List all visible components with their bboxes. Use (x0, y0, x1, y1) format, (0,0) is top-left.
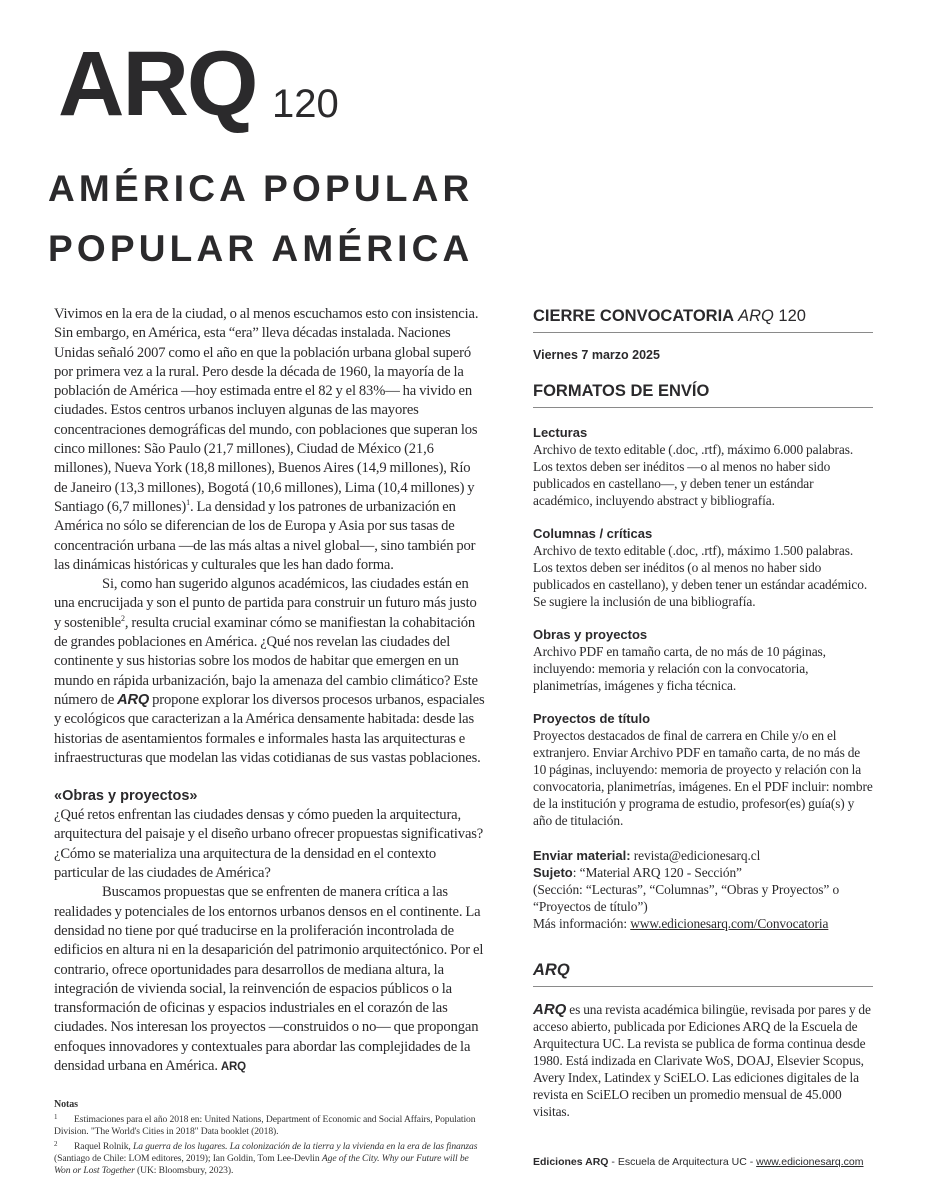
buscamos-paragraph: Buscamos propuestas que se enfrenten de manera crítica a las realidades y potenciales de los entornos urbanos densos en el continente. La densidad no tiene por qué traducirse en la proliferación incontrolada de edificios en altura ni en la desaparición del patrimonio arquitectónico. Por el contrario, ofrece oportunidades para desarrollos de mediana altura, la integración de vivienda social, la reinvención de espacios públicos o la transformación de oficinas y espacios industriales en el corazón de las ciudades. Nos interesan los proyectos —construidos o no— que propongan enfoques innovadores y contextuales para abordar las complejidades de la densidad urbana en América. ARQ (54, 884, 484, 1074)
format-lecturas (533, 425, 873, 509)
footnote-number: 1 (54, 1113, 58, 1122)
arq-logo: ARQ (58, 33, 257, 135)
about-text: ARQ es una revista académica bilingüe, revisada por pares y de acceso abierto, publicada por Ediciones ARQ de la Escuela de Arquitectura UC. La revista se publica de forma continua desde 1980. Está indizada en Clarivate WoS, DOAJ, Elsevier Scopus, Avery Index, Latindex y SciELO. Las ediciones digitales de la revista en SciELO reciben un promedio mensual de 45.000 visitas. (533, 1001, 871, 1119)
notes-title: Notas (54, 1099, 78, 1111)
obras-paragraph: ¿Qué retos enfrentan las ciudades densas y cómo pueden la arquitectura, arquitectura del paisaje y el diseño urbano ofrecer propuestas significativas? ¿Cómo se materializa una arquitectura de la densidad en el contexto particular de las ciudades de América? (54, 807, 484, 882)
footnotes (54, 1099, 486, 1177)
main-text-column (54, 305, 486, 1077)
intro-paragraph: Vivimos en la era de la ciudad, o al menos escuchamos esto con insistencia. Sin embargo, en América, esta “era” lleva décadas instalada. Naciones Unidas señaló 2007 como el año en que la población urbana global superó por primera vez a la rural. Pero desde la década de 1960, la mayoría de la población de América —hoy estimada entre el 82 y el 83%— ha vivido en ciudades. Estos centros urbanos incluyen algunas de las mayores concentraciones demográficas del mundo, con poblaciones que superan los cinco millones: São Paulo (21,7 millones), Ciudad de México (21,6 millones), Nueva York (18,8 millones), Buenos Aires (14,9 millones), Río de Janeiro (13,3 millones), Bogotá (10,6 millones), Lima (10,4 millones) y Santiago (6,7 millones)$^1$. La densidad y los patrones de urbanización en América no sólo se diferencian de los de Europa y Asia por sus tasas de concentración urbana —de las más altas a nivel global—, sino también por las dinámicas históricas y culturales que les han dado forma. (54, 306, 479, 573)
section-heading-obras: «Obras y proyectos» (54, 788, 198, 805)
formats-heading: FORMATOS DE ENVÍO (533, 381, 873, 408)
format-description: Proyectos destacados de final de carrera en Chile y/o en el extranjero. Enviar Archivo PDF en tamaño carta, de no más de 10 páginas, incluyendo: memoria de proyecto y relación con la convocatoria, planimetrías, imágenes. En el PDF incluir: nombre de la institución y programa de estudio, profesor(es) guía(s) y año de titulación. (533, 728, 873, 828)
deadline-date: Viernes 7 marzo 2025 (533, 348, 660, 362)
submission-sidebar (533, 306, 873, 1120)
issue-number: 120 (272, 82, 339, 126)
left-column (54, 305, 486, 1177)
format-proyectos-titulo (533, 711, 873, 829)
email-address[interactable]: revista@edicionesarq.cl (630, 848, 761, 863)
right-column (533, 306, 873, 1169)
school-name: Escuela de Arquitectura UC (617, 1156, 747, 1168)
about-heading: ARQ (533, 960, 873, 987)
arq-inline-mark: ARQ (533, 1001, 567, 1018)
format-description: Archivo de texto editable (.doc, .rtf), máximo 1.500 palabras. Los textos deben ser inéditos (o al menos no haber sido publicados en castellano), y deben tener un estándar académico. Se sugiere la inclusión de una bibliografía. (533, 543, 868, 609)
page-footer: Ediciones ARQ - Escuela de Arquitectura UC - www.edicionesarq.com (533, 1156, 864, 1168)
format-title: Columnas / críticas (533, 526, 653, 541)
end-mark: ARQ (220, 1060, 246, 1073)
footnote-ref-2[interactable]: 2 (121, 613, 125, 623)
format-columnas (533, 526, 873, 610)
format-description: Archivo PDF en tamaño carta, de no más de 10 páginas, incluyendo: memoria y relación con la convocatoria, planimetrías, imágenes y ficha técnica. (533, 644, 826, 693)
issue-title-line-2: POPULAR AMÉRICA (48, 228, 474, 269)
arq-inline-mark: ARQ (117, 691, 150, 708)
masthead (0, 0, 927, 300)
publisher-name: Ediciones ARQ (533, 1156, 609, 1168)
footnote-number: 2 (54, 1140, 58, 1149)
footnote-2: 2 Raquel Rolnik, La guerra de los lugares. La colonización de la tierra y la vivienda en la era de las finanzas (Santiago de Chile: LOM editores, 2019); Ian Goldin, Tom Lee-Devlin Age of the City. Why our Future will be Won or Lost Together (UK: Bloomsbury, 2023). (54, 1140, 478, 1177)
format-title: Lecturas (533, 425, 588, 440)
section-note: (Sección: “Lecturas”, “Columnas”, “Obras y Proyectos” o “Proyectos de título”) (533, 882, 840, 914)
body-columns (0, 305, 927, 1177)
second-paragraph: Si, como han sugerido algunos académicos, las ciudades están en una encrucijada y son el punto de partida para construir un futuro más justo y sostenible$^2$, resulta crucial examinar cómo se manifiestan la cohabitación de grandes poblaciones en América. ¿Qué nos revelan las ciudades del continente y sus historias sobre los modos de habitar que emergen en un mundo en rápida urbanización, bajo la amenaza del cambio climático? Este número de ARQ propone explorar los diversos procesos urbanos, espaciales y ecológicos que caracterizan a la América densamente habitada: desde las historias de asentamientos formales e informales hasta las arquitecturas e infraestructuras que modelan las vidas cotidianas de sus vastas poblaciones. (54, 576, 485, 766)
deadline-heading: CIERRE CONVOCATORIA ARQ 120 (533, 306, 873, 333)
more-info: Más información: www.edicionesarq.com/Convocatoria (533, 916, 829, 931)
contact-info (533, 847, 873, 932)
issue-title-line-1: AMÉRICA POPULAR (48, 168, 474, 209)
subject-line: Sujeto: “Material ARQ 120 - Sección” (533, 865, 742, 880)
website-link[interactable]: www.edicionesarq.com (756, 1156, 864, 1168)
format-title: Obras y proyectos (533, 627, 648, 642)
convocatoria-link[interactable]: www.edicionesarq.com/Convocatoria (630, 916, 829, 931)
footnote-ref-1[interactable]: 1 (186, 497, 191, 507)
format-title: Proyectos de título (533, 711, 651, 726)
footnote-1: 1 Estimaciones para el año 2018 en: United Nations, Department of Economic and Social Affairs, Population Division. "The World's Cities in 2018" Data booklet (2018). (54, 1113, 476, 1138)
format-obras (533, 627, 873, 694)
send-material: Enviar material: revista@edicionesarq.cl (533, 848, 761, 863)
format-description: Archivo de texto editable (.doc, .rtf), máximo 6.000 palabras. Los textos deben ser inéditos —o al menos no haber sido publicados en castellano—, y deben tener un estándar académico, incluyendo abstract y bibliografía. (533, 442, 854, 508)
